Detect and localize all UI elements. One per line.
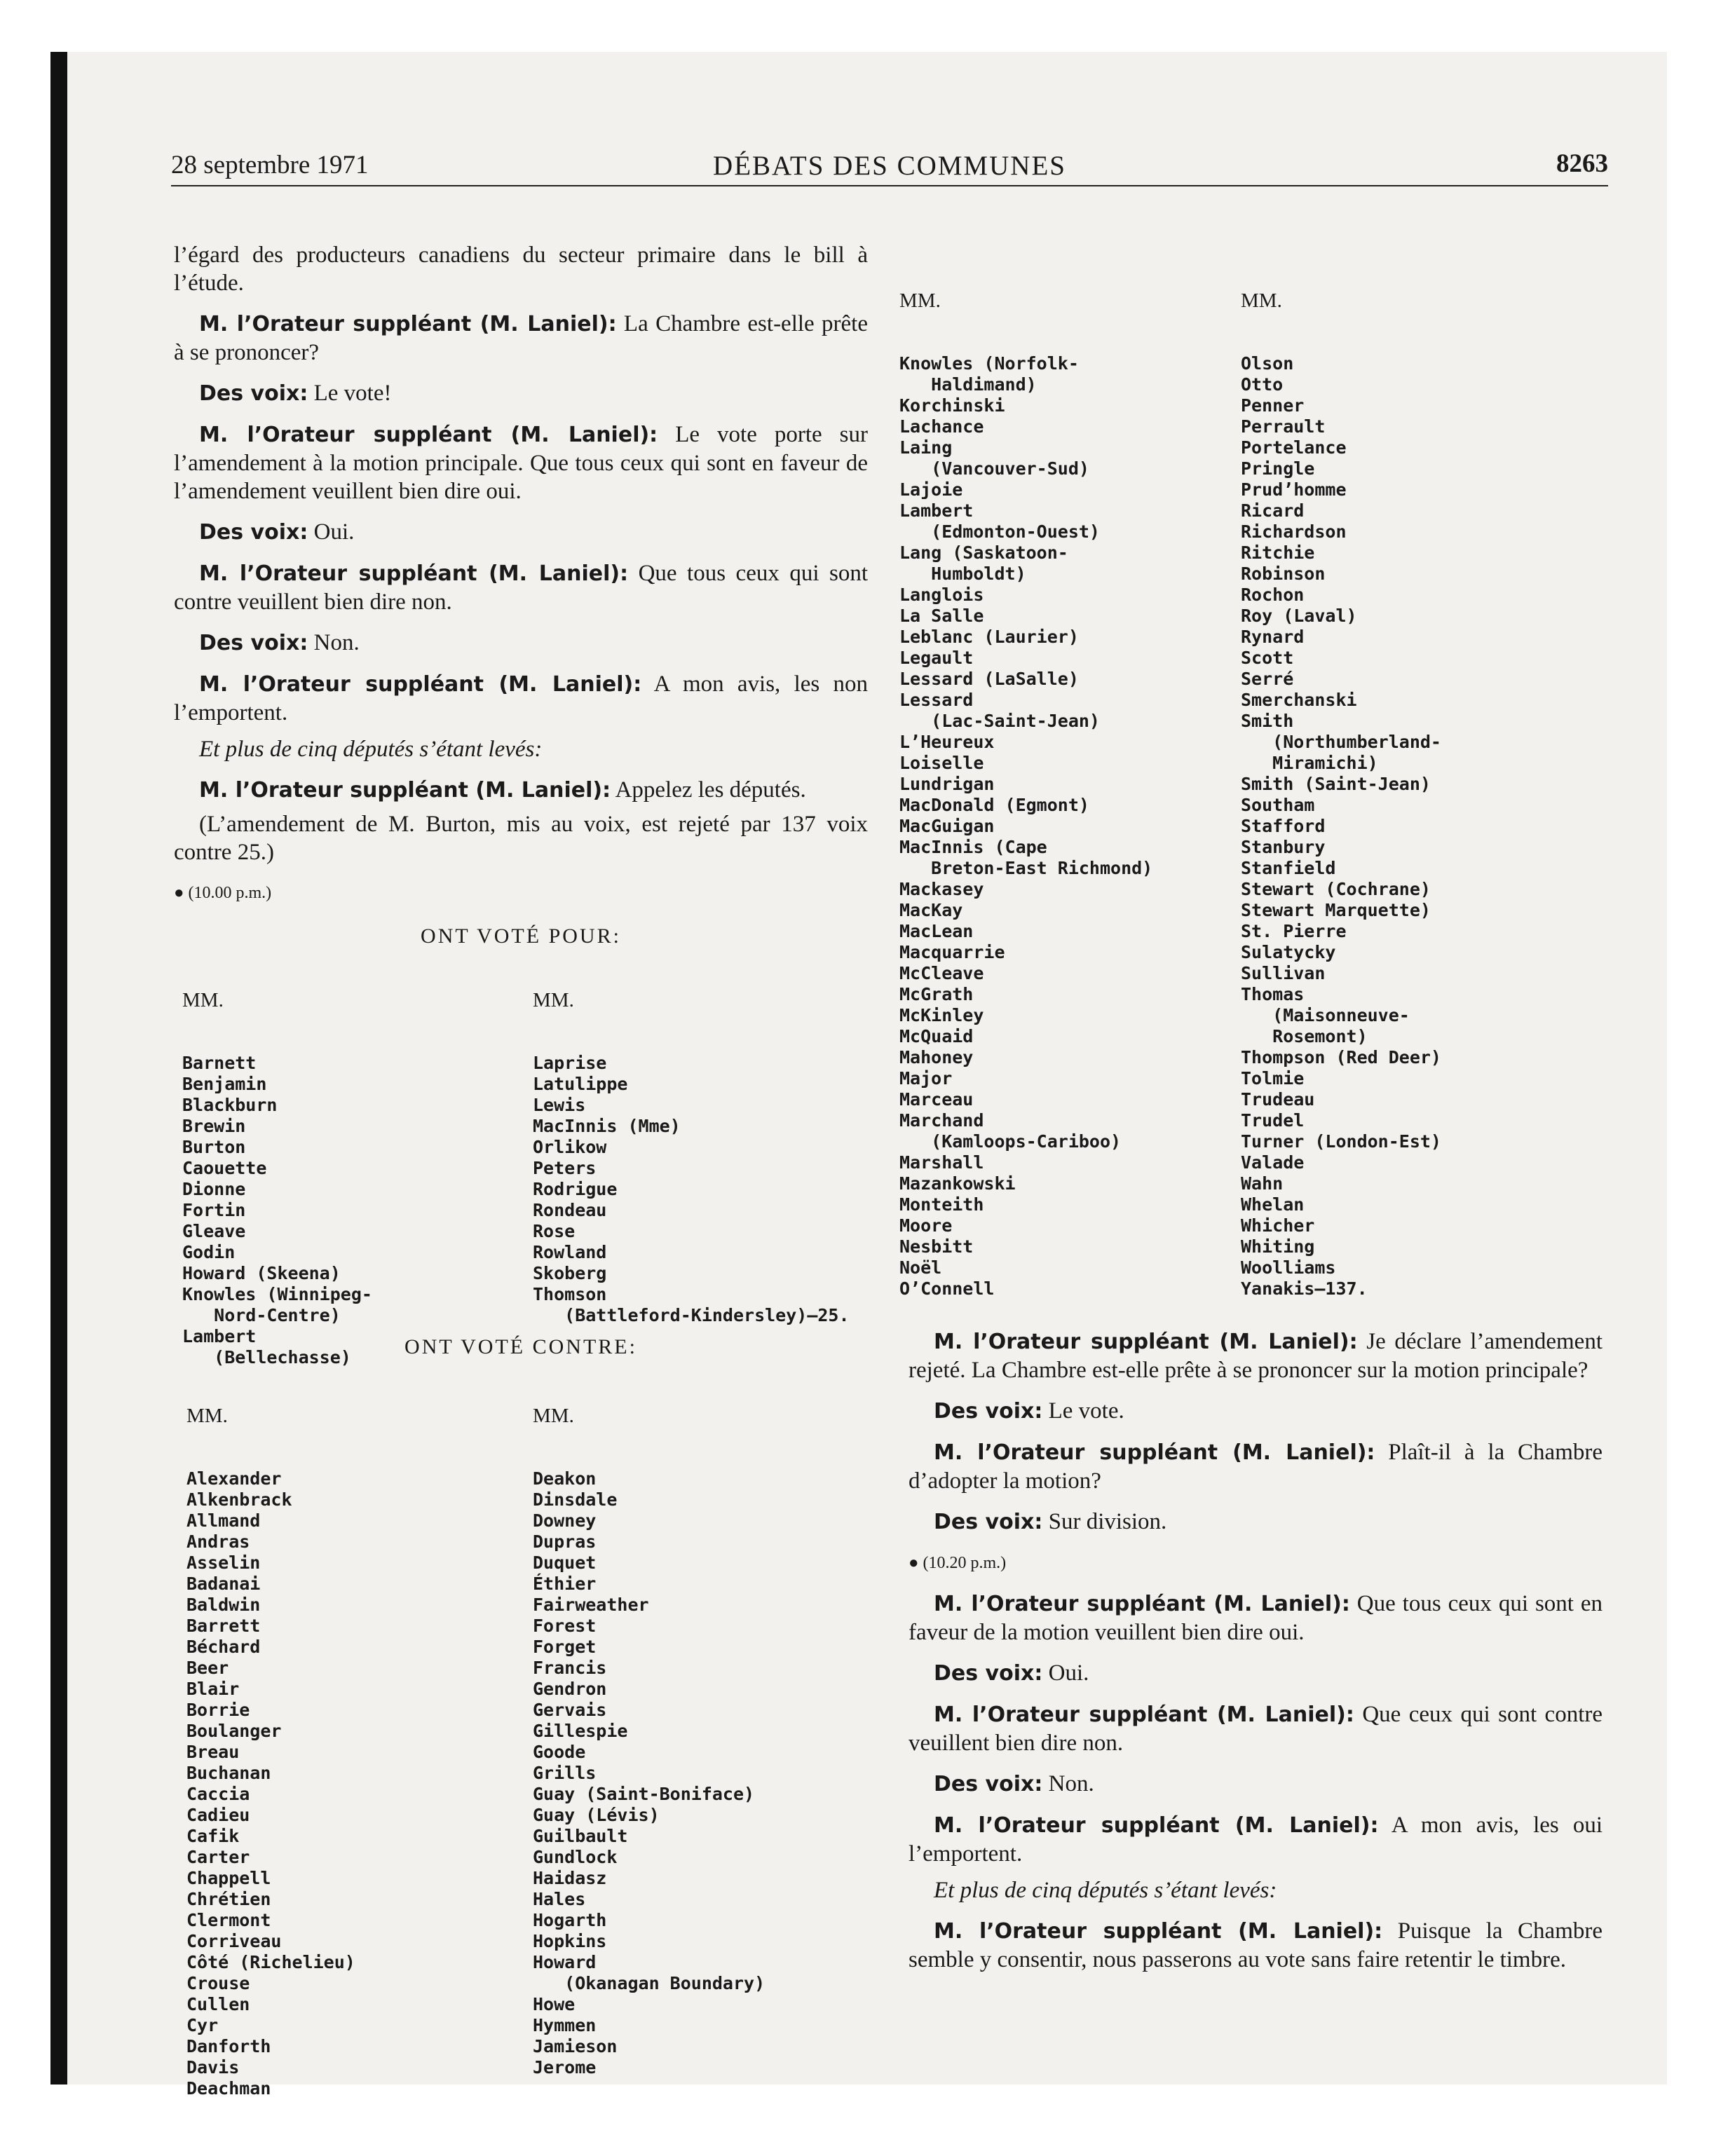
member-name: Boulanger <box>186 1721 282 1741</box>
page-header <box>171 149 1608 186</box>
speaker: M. l’Orateur suppléant (M. Laniel): <box>934 1813 1379 1838</box>
member-name: Alexander <box>186 1468 282 1489</box>
member-name: Gendron <box>533 1679 607 1699</box>
member-name: McQuaid <box>899 1026 974 1046</box>
member-name: L’Heureux <box>899 732 995 752</box>
member-name: Beer <box>186 1658 229 1678</box>
member-name: Otto <box>1241 374 1284 395</box>
mm-label: MM. <box>533 1405 574 1427</box>
member-name: (Northumberland- <box>1241 732 1441 752</box>
member-name: Trudel <box>1241 1110 1305 1131</box>
mm-label: MM. <box>182 989 224 1011</box>
member-name: MacLean <box>899 921 974 941</box>
member-name: MacInnis (Cape <box>899 837 1047 857</box>
member-name: Skoberg <box>533 1263 607 1283</box>
pour-list-1 <box>182 948 372 1367</box>
contre-heading: ONT VOTÉ CONTRE: <box>404 1335 637 1358</box>
member-name: Fairweather <box>533 1595 649 1615</box>
left-italic-note: Et plus de cinq députés s’étant levés: <box>199 737 543 762</box>
paragraph-text: Oui. <box>1048 1660 1089 1686</box>
paragraph <box>909 1508 1603 1536</box>
speaker: M. l’Orateur suppléant (M. Laniel): <box>199 423 658 447</box>
member-name: (Vancouver-Sud) <box>899 458 1089 479</box>
paragraph-text: Le vote! <box>313 381 392 406</box>
member-name: Smith <box>1241 711 1294 731</box>
member-name: Legault <box>899 648 974 668</box>
member-name: Peters <box>533 1158 597 1178</box>
member-name: Thomas <box>1241 984 1305 1004</box>
member-name: Whiting <box>1241 1236 1315 1257</box>
paragraph-text: Le vote porte sur l’amendement à la motion principale. Que tous ceux qui sont en faveur de l’amendement veuillent bien dire oui. <box>174 422 869 504</box>
paragraph <box>174 421 868 505</box>
member-name: Knowles (Norfolk- <box>899 353 1079 374</box>
paragraph-text: Non. <box>1048 1771 1094 1796</box>
member-name: Orlikow <box>533 1137 607 1157</box>
speaker: Des voix: <box>934 1399 1043 1424</box>
member-name: Haidasz <box>533 1868 607 1888</box>
paragraph-text: Le vote. <box>1048 1398 1124 1424</box>
member-name: Dionne <box>182 1179 246 1199</box>
speaker: Des voix: <box>934 1661 1043 1686</box>
member-name: Korchinski <box>899 395 1005 416</box>
member-name: Jamieson <box>533 2036 618 2056</box>
member-name: Blackburn <box>182 1095 278 1115</box>
member-name: Hopkins <box>533 1931 607 1951</box>
member-name: Béchard <box>186 1637 261 1657</box>
member-name: Howard <box>533 1952 597 1972</box>
member-name: Baldwin <box>186 1595 261 1615</box>
member-name: Sulatycky <box>1241 942 1336 962</box>
member-name: Rynard <box>1241 627 1305 647</box>
member-name: Thomson <box>533 1284 607 1304</box>
member-name: Lachance <box>899 416 984 437</box>
speaker: Des voix: <box>934 1510 1043 1534</box>
member-name: MacDonald (Egmont) <box>899 795 1089 815</box>
paragraph <box>909 1590 1603 1646</box>
scan-edge <box>50 52 67 2085</box>
timestamp-1: ● (10.00 p.m.) <box>174 884 272 902</box>
member-name: Laing <box>899 437 953 458</box>
pour-heading: ONT VOTÉ POUR: <box>421 925 621 948</box>
member-name: Southam <box>1241 795 1315 815</box>
member-name: Deakon <box>533 1468 597 1489</box>
member-name: Smerchanski <box>1241 690 1357 710</box>
member-name: Downey <box>533 1510 597 1531</box>
member-name: Carter <box>186 1847 250 1867</box>
paragraph <box>909 1328 1603 1384</box>
member-name: St. Pierre <box>1241 921 1347 941</box>
member-name: Penner <box>1241 395 1305 416</box>
member-name: Breau <box>186 1742 240 1762</box>
member-name: Rowland <box>533 1242 607 1262</box>
speaker: M. l’Orateur suppléant (M. Laniel): <box>934 1919 1383 1944</box>
member-name: Lundrigan <box>899 774 995 794</box>
right-final-paragraph <box>909 1917 1603 1974</box>
member-name: (Bellechasse) <box>182 1347 351 1367</box>
paragraph <box>909 1397 1603 1426</box>
paragraph <box>909 1700 1603 1757</box>
left-result: (L’amendement de M. Burton, mis au voix, est rejeté par 137 voix contre 25.) <box>174 812 868 865</box>
member-name: Stewart Marquette) <box>1241 900 1431 920</box>
member-name: Miramichi) <box>1241 753 1378 773</box>
member-name: MacKay <box>899 900 963 920</box>
speaker: Des voix: <box>199 631 308 655</box>
member-name: Rosemont) <box>1241 1026 1368 1046</box>
member-name: Wahn <box>1241 1173 1284 1194</box>
member-name: Guay (Saint-Boniface) <box>533 1784 755 1804</box>
timestamp-2: ● (10.20 p.m.) <box>909 1554 1007 1572</box>
member-name: Tolmie <box>1241 1068 1305 1089</box>
member-name: Richardson <box>1241 521 1347 542</box>
mm-label: MM. <box>533 989 574 1011</box>
member-name: Badanai <box>186 1574 261 1594</box>
member-name: Moore <box>899 1215 953 1236</box>
speaker: M. l’Orateur suppléant (M. Laniel): <box>199 561 629 586</box>
right-italic-note: Et plus de cinq députés s’étant levés: <box>934 1878 1277 1903</box>
member-name: Deachman <box>186 2078 271 2099</box>
member-name: Whelan <box>1241 1194 1305 1215</box>
member-name: Woolliams <box>1241 1257 1336 1278</box>
member-name: MacGuigan <box>899 816 995 836</box>
contre-list-1 <box>186 1363 355 2099</box>
member-name: Nord-Centre) <box>182 1305 341 1325</box>
speaker: M. l’Orateur suppléant (M. Laniel): <box>934 1703 1354 1727</box>
member-name: Turner (London-Est) <box>1241 1131 1441 1152</box>
member-name: Duquet <box>533 1553 597 1573</box>
member-name: (Edmonton-Ouest) <box>899 521 1100 542</box>
member-name: Benjamin <box>182 1074 267 1094</box>
member-name: Chrétien <box>186 1889 271 1909</box>
member-name: Stafford <box>1241 816 1326 836</box>
member-name: Rose <box>533 1221 576 1241</box>
speaker: M. l’Orateur suppléant (M. Laniel): <box>934 1330 1358 1354</box>
member-name: Éthier <box>533 1574 597 1594</box>
member-name: Lewis <box>533 1095 586 1115</box>
paragraph-text: Plaît-il à la Chambre d’adopter la motion? <box>909 1440 1603 1494</box>
member-name: Andras <box>186 1531 250 1552</box>
member-name: Stanbury <box>1241 837 1326 857</box>
paragraph <box>174 518 868 547</box>
member-name: Francis <box>533 1658 607 1678</box>
paragraph-text: Sur division. <box>1048 1509 1167 1534</box>
speaker: Des voix: <box>199 520 308 545</box>
paragraph <box>174 559 868 616</box>
member-name: Rodrigue <box>533 1179 618 1199</box>
member-name: Cyr <box>186 2015 219 2035</box>
right-paragraphs-2 <box>909 1590 1603 1868</box>
member-name: Breton-East Richmond) <box>899 858 1153 878</box>
member-name: Danforth <box>186 2036 271 2056</box>
paragraph-text: La Chambre est-elle prête à se prononcer? <box>174 311 868 365</box>
mm-label: MM. <box>899 289 941 312</box>
paragraph-text: A mon avis, les non l’emportent. <box>174 671 868 725</box>
speaker: M. l’Orateur suppléant (M. Laniel): <box>199 312 617 336</box>
paragraph-text: Appelez les députés. <box>615 777 806 803</box>
member-name: Dupras <box>533 1531 597 1552</box>
member-name: Prud’homme <box>1241 479 1347 500</box>
member-name: Latulippe <box>533 1074 628 1094</box>
member-name: Burton <box>182 1137 246 1157</box>
member-name: Forget <box>533 1637 597 1657</box>
speaker: Des voix: <box>199 381 308 406</box>
member-name: Blair <box>186 1679 240 1699</box>
member-name: Ricard <box>1241 500 1305 521</box>
member-name: Nesbitt <box>899 1236 974 1257</box>
paragraph-text: Non. <box>313 630 360 655</box>
paragraph-text: Que tous ceux qui sont contre veuillent bien dire non. <box>174 561 869 615</box>
member-name: Fortin <box>182 1200 246 1220</box>
left-call-paragraph <box>174 776 868 805</box>
member-name: Clermont <box>186 1910 271 1930</box>
member-name: (Kamloops-Cariboo) <box>899 1131 1122 1152</box>
paragraph <box>174 310 868 367</box>
member-name: Lambert <box>899 500 974 521</box>
member-name: Chappell <box>186 1868 271 1888</box>
member-name: Major <box>899 1068 953 1089</box>
member-name: (Okanagan Boundary) <box>533 1973 766 1993</box>
member-name: Hales <box>533 1889 586 1909</box>
member-name: Dinsdale <box>533 1489 618 1510</box>
member-name: Humboldt) <box>899 564 1026 584</box>
member-name: Lessard <box>899 690 974 710</box>
member-name: Mazankowski <box>899 1173 1016 1194</box>
member-name: O’Connell <box>899 1278 995 1299</box>
member-name: Smith (Saint-Jean) <box>1241 774 1431 794</box>
right-paragraphs <box>909 1328 1603 1536</box>
member-name: Rondeau <box>533 1200 607 1220</box>
member-name: Guay (Lévis) <box>533 1805 660 1825</box>
member-name: Sullivan <box>1241 963 1326 983</box>
member-name: Howard (Skeena) <box>182 1263 341 1283</box>
member-name: Caouette <box>182 1158 267 1178</box>
member-name: Thompson (Red Deer) <box>1241 1047 1441 1067</box>
paragraph-text: l’égard des producteurs canadiens du secteur primaire dans le bill à l’étude. <box>174 243 868 296</box>
member-name: Jerome <box>533 2057 597 2077</box>
member-name: Grills <box>533 1763 597 1783</box>
member-name: Gundlock <box>533 1847 618 1867</box>
member-name: Marceau <box>899 1089 974 1110</box>
member-name: Yanakis—137. <box>1241 1278 1368 1299</box>
member-name: Stewart (Cochrane) <box>1241 879 1431 899</box>
paragraph-text: Que tous ceux qui sont en faveur de la motion veuillent bien dire oui. <box>909 1591 1603 1645</box>
member-name: Pringle <box>1241 458 1315 479</box>
contre-list-2 <box>533 1363 766 2077</box>
member-name: Forest <box>533 1616 597 1636</box>
member-name: Laprise <box>533 1053 607 1073</box>
member-name: MacInnis (Mme) <box>533 1116 681 1136</box>
paragraph-text: Oui. <box>313 519 355 545</box>
paragraph <box>174 670 868 727</box>
member-name: Brewin <box>182 1116 246 1136</box>
member-name: Marshall <box>899 1152 984 1173</box>
member-name: Stanfield <box>1241 858 1336 878</box>
member-name: Asselin <box>186 1553 261 1573</box>
member-name: McGrath <box>899 984 974 1004</box>
left-paragraphs <box>174 241 868 727</box>
member-name: (Battleford-Kindersley)—25. <box>533 1305 850 1325</box>
member-name: Howe <box>533 1994 576 2014</box>
member-name: Caccia <box>186 1784 250 1804</box>
member-name: (Lac-Saint-Jean) <box>899 711 1100 731</box>
header-title: DÉBATS DES COMMUNES <box>713 151 1066 181</box>
member-name: (Maisonneuve- <box>1241 1005 1410 1025</box>
member-name: Corriveau <box>186 1931 282 1951</box>
member-name: McCleave <box>899 963 984 983</box>
member-name: Macquarrie <box>899 942 1005 962</box>
member-name: Alkenbrack <box>186 1489 292 1510</box>
contre-list-3 <box>899 248 1153 1299</box>
member-name: Scott <box>1241 648 1294 668</box>
speaker: M. l’Orateur suppléant (M. Laniel): <box>199 778 611 803</box>
member-name: Olson <box>1241 353 1294 374</box>
member-name: Perrault <box>1241 416 1326 437</box>
member-name: Lajoie <box>899 479 963 500</box>
member-name: Cadieu <box>186 1805 250 1825</box>
member-name: Roy (Laval) <box>1241 606 1357 626</box>
member-name: Barnett <box>182 1053 257 1073</box>
paragraph-text: Puisque la Chambre semble y consentir, nous passerons au vote sans faire retentir le timbre. <box>909 1918 1603 1972</box>
contre-list-4 <box>1241 248 1441 1299</box>
pour-list-2 <box>533 948 850 1325</box>
member-name: Côté (Richelieu) <box>186 1952 355 1972</box>
member-name: Mahoney <box>899 1047 974 1067</box>
page-number: 8263 <box>1556 149 1608 178</box>
right-column <box>909 1328 1603 1986</box>
member-name: Davis <box>186 2057 240 2077</box>
timestamp-text: (10.20 p.m.) <box>923 1554 1007 1572</box>
member-name: Cullen <box>186 1994 250 2014</box>
member-name: McKinley <box>899 1005 984 1025</box>
paragraph-text: Que ceux qui sont contre veuillent bien dire non. <box>909 1702 1603 1756</box>
member-name: Valade <box>1241 1152 1305 1173</box>
member-name: Loiselle <box>899 753 984 773</box>
member-name: Knowles (Winnipeg- <box>182 1284 372 1304</box>
member-name: Borrie <box>186 1700 250 1720</box>
member-name: Portelance <box>1241 437 1347 458</box>
member-name: Allmand <box>186 1510 261 1531</box>
mm-label: MM. <box>186 1405 228 1427</box>
paragraph <box>174 379 868 408</box>
speaker: Des voix: <box>934 1772 1043 1796</box>
member-name: Goode <box>533 1742 586 1762</box>
paragraph <box>174 629 868 657</box>
member-name: Lessard (LaSalle) <box>899 669 1079 689</box>
member-name: Haldimand) <box>899 374 1037 395</box>
member-name: Cafik <box>186 1826 240 1846</box>
member-name: Guilbault <box>533 1826 628 1846</box>
member-name: Whicher <box>1241 1215 1315 1236</box>
paragraph <box>174 241 868 297</box>
member-name: Crouse <box>186 1973 250 1993</box>
timestamp-text: (10.00 p.m.) <box>188 884 272 902</box>
member-name: Lambert <box>182 1326 257 1346</box>
member-name: Hymmen <box>533 2015 597 2035</box>
member-name: Rochon <box>1241 585 1305 605</box>
left-column <box>174 241 868 963</box>
member-name: Gervais <box>533 1700 607 1720</box>
member-name: Serré <box>1241 669 1294 689</box>
speaker: M. l’Orateur suppléant (M. Laniel): <box>934 1592 1350 1616</box>
paragraph <box>909 1770 1603 1799</box>
member-name: Lang (Saskatoon- <box>899 543 1068 563</box>
paragraph <box>909 1438 1603 1495</box>
speaker: M. l’Orateur suppléant (M. Laniel): <box>934 1440 1375 1465</box>
paragraph-text: A mon avis, les oui l’emportent. <box>909 1813 1603 1867</box>
member-name: Langlois <box>899 585 984 605</box>
header-date: 28 septembre 1971 <box>171 151 369 179</box>
member-name: Buchanan <box>186 1763 271 1783</box>
member-name: Monteith <box>899 1194 984 1215</box>
member-name: Marchand <box>899 1110 984 1131</box>
member-name: Ritchie <box>1241 543 1315 563</box>
member-name: Robinson <box>1241 564 1326 584</box>
speaker: M. l’Orateur suppléant (M. Laniel): <box>199 672 642 697</box>
member-name: Noël <box>899 1257 942 1278</box>
member-name: Leblanc (Laurier) <box>899 627 1079 647</box>
paragraph-text: Je déclare l’amendement rejeté. La Chambre est-elle prête à se prononcer sur la motion principale? <box>909 1329 1603 1383</box>
member-name: Godin <box>182 1242 236 1262</box>
mm-label: MM. <box>1241 289 1282 312</box>
member-name: Mackasey <box>899 879 984 899</box>
member-name: Hogarth <box>533 1910 607 1930</box>
paragraph <box>909 1811 1603 1868</box>
member-name: La Salle <box>899 606 984 626</box>
member-name: Gillespie <box>533 1721 628 1741</box>
paragraph <box>909 1659 1603 1688</box>
member-name: Trudeau <box>1241 1089 1315 1110</box>
member-name: Barrett <box>186 1616 261 1636</box>
member-name: Gleave <box>182 1221 246 1241</box>
